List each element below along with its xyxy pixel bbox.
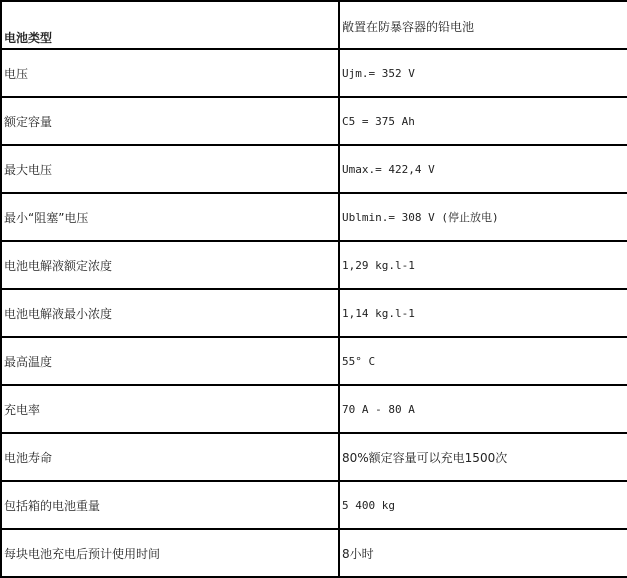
row-value: 55° C bbox=[339, 337, 627, 385]
row-value: 1,29 kg.l-1 bbox=[339, 241, 627, 289]
row-label: 电池寿命 bbox=[1, 433, 339, 481]
row-value: Ujm.= 352 V bbox=[339, 49, 627, 97]
table-row bbox=[1, 49, 627, 97]
row-value: C5 = 375 Ah bbox=[339, 97, 627, 145]
battery-type-value: 敞置在防暴容器的铅电池 bbox=[339, 1, 627, 49]
table-row bbox=[1, 385, 627, 433]
table-row bbox=[1, 433, 627, 481]
table-row bbox=[1, 337, 627, 385]
row-label: 包括箱的电池重量 bbox=[1, 481, 339, 529]
row-value: 80%额定容量可以充电1500次 bbox=[339, 433, 627, 481]
table-row bbox=[1, 241, 627, 289]
row-label: 电池电解液最小浓度 bbox=[1, 289, 339, 337]
table-row bbox=[1, 193, 627, 241]
row-label: 充电率 bbox=[1, 385, 339, 433]
table-row-header bbox=[1, 1, 627, 49]
row-value: 70 A - 80 A bbox=[339, 385, 627, 433]
row-value: Ublmin.= 308 V (停止放电) bbox=[339, 193, 627, 241]
row-value: 5 400 kg bbox=[339, 481, 627, 529]
table-row bbox=[1, 145, 627, 193]
row-label: 额定容量 bbox=[1, 97, 339, 145]
table-row bbox=[1, 289, 627, 337]
row-label: 最小“阻塞”电压 bbox=[1, 193, 339, 241]
table-row bbox=[1, 481, 627, 529]
row-label: 每块电池充电后预计使用时间 bbox=[1, 529, 339, 577]
battery-type-label: 电池类型 bbox=[1, 1, 339, 49]
row-label: 电压 bbox=[1, 49, 339, 97]
row-value: 8小时 bbox=[339, 529, 627, 577]
row-value: Umax.= 422,4 V bbox=[339, 145, 627, 193]
row-label: 最高温度 bbox=[1, 337, 339, 385]
table-row bbox=[1, 529, 627, 577]
row-value: 1,14 kg.l-1 bbox=[339, 289, 627, 337]
row-label: 最大电压 bbox=[1, 145, 339, 193]
table-row bbox=[1, 97, 627, 145]
row-label: 电池电解液额定浓度 bbox=[1, 241, 339, 289]
